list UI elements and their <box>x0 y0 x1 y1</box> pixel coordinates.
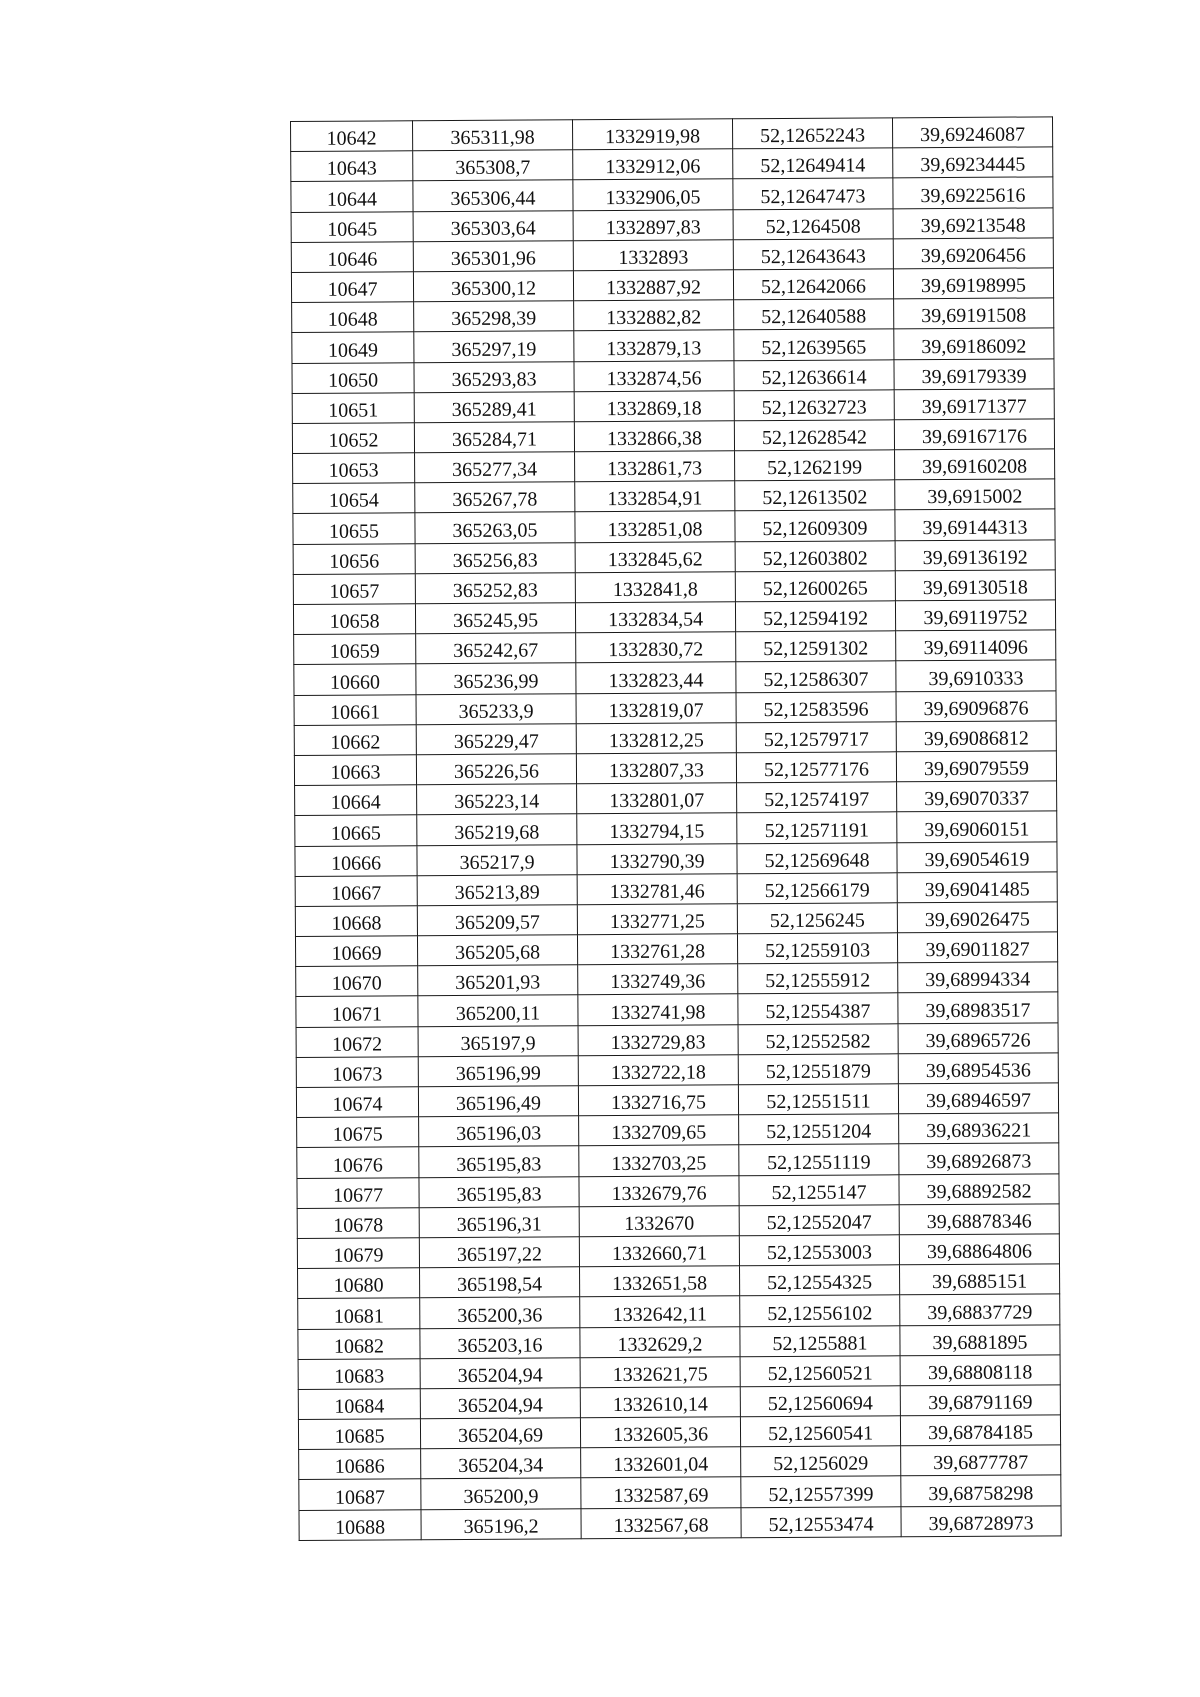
longitude-cell: 39,69060151 <box>897 811 1057 842</box>
point-number-cell: 10683 <box>298 1358 420 1389</box>
y-coordinate-cell: 1332605,36 <box>580 1417 740 1448</box>
y-coordinate-cell: 1332801,07 <box>577 783 737 814</box>
table-row <box>298 1355 1060 1390</box>
x-coordinate-cell: 365203,16 <box>420 1327 580 1358</box>
longitude-cell: 39,68954536 <box>898 1053 1058 1084</box>
x-coordinate-cell: 365300,12 <box>413 271 573 302</box>
x-coordinate-cell: 365226,56 <box>416 754 576 785</box>
y-coordinate-cell: 1332869,18 <box>574 390 734 421</box>
x-coordinate-cell: 365303,64 <box>413 210 573 241</box>
y-coordinate-cell: 1332906,05 <box>573 179 733 210</box>
table-row <box>298 1415 1060 1450</box>
x-coordinate-cell: 365301,96 <box>413 241 573 272</box>
latitude-cell: 52,12642066 <box>733 269 893 300</box>
point-number-cell: 10678 <box>297 1207 419 1238</box>
latitude-cell: 52,12643643 <box>733 239 893 270</box>
table-row <box>298 1385 1060 1420</box>
latitude-cell: 52,12560541 <box>740 1416 900 1447</box>
longitude-cell: 39,6915002 <box>895 479 1055 510</box>
longitude-cell: 39,69225616 <box>893 177 1053 208</box>
latitude-cell: 52,12613502 <box>735 480 895 511</box>
x-coordinate-cell: 365200,11 <box>418 995 578 1026</box>
point-number-cell: 10644 <box>291 181 413 212</box>
y-coordinate-cell: 1332879,13 <box>574 330 734 361</box>
point-number-cell: 10668 <box>295 906 417 937</box>
x-coordinate-cell: 365293,83 <box>414 361 574 392</box>
table-row <box>293 570 1055 605</box>
longitude-cell: 39,68837729 <box>900 1294 1060 1325</box>
latitude-cell: 52,12652243 <box>732 118 892 149</box>
table-row <box>293 449 1055 484</box>
table-row <box>294 721 1056 756</box>
table-row <box>293 600 1055 635</box>
point-number-cell: 10667 <box>295 875 417 906</box>
y-coordinate-cell: 1332807,33 <box>576 753 736 784</box>
x-coordinate-cell: 365205,68 <box>417 935 577 966</box>
table-row <box>297 1204 1059 1239</box>
latitude-cell: 52,12640588 <box>734 299 894 330</box>
latitude-cell: 52,12639565 <box>734 329 894 360</box>
longitude-cell: 39,6877787 <box>901 1445 1061 1476</box>
longitude-cell: 39,69070337 <box>897 781 1057 812</box>
point-number-cell: 10651 <box>292 392 414 423</box>
latitude-cell: 52,12554387 <box>738 993 898 1024</box>
y-coordinate-cell: 1332812,25 <box>576 723 736 754</box>
table-row <box>291 268 1053 303</box>
table-row <box>295 811 1057 846</box>
latitude-cell: 52,12560694 <box>740 1386 900 1417</box>
y-coordinate-cell: 1332722,18 <box>578 1055 738 1086</box>
x-coordinate-cell: 365197,22 <box>419 1237 579 1268</box>
latitude-cell: 52,12559103 <box>737 933 897 964</box>
point-number-cell: 10645 <box>291 211 413 242</box>
table-row <box>291 238 1053 273</box>
table-row <box>297 1143 1059 1178</box>
longitude-cell: 39,68946597 <box>898 1083 1058 1114</box>
y-coordinate-cell: 1332660,71 <box>579 1236 739 1267</box>
table-row <box>291 207 1053 242</box>
latitude-cell: 52,12628542 <box>734 420 894 451</box>
table-row <box>296 962 1058 997</box>
latitude-cell: 52,1256245 <box>737 903 897 934</box>
y-coordinate-cell: 1332834,54 <box>575 602 735 633</box>
longitude-cell: 39,69011827 <box>897 932 1057 963</box>
point-number-cell: 10653 <box>293 453 415 484</box>
longitude-cell: 39,68784185 <box>900 1415 1060 1446</box>
longitude-cell: 39,69234445 <box>893 147 1053 178</box>
x-coordinate-cell: 365242,67 <box>416 633 576 664</box>
longitude-cell: 39,68926873 <box>899 1143 1059 1174</box>
point-number-cell: 10652 <box>292 423 414 454</box>
y-coordinate-cell: 1332651,58 <box>580 1266 740 1297</box>
x-coordinate-cell: 365311,98 <box>413 120 573 151</box>
coordinates-table <box>290 116 1062 1540</box>
longitude-cell: 39,69198995 <box>893 268 1053 299</box>
latitude-cell: 52,12556102 <box>740 1295 900 1326</box>
y-coordinate-cell: 1332729,83 <box>578 1024 738 1055</box>
longitude-cell: 39,6881895 <box>900 1324 1060 1355</box>
table-row <box>292 358 1054 393</box>
table-row <box>298 1264 1060 1299</box>
x-coordinate-cell: 365289,41 <box>414 391 574 422</box>
y-coordinate-cell: 1332819,07 <box>576 692 736 723</box>
latitude-cell: 52,12566179 <box>737 872 897 903</box>
y-coordinate-cell: 1332845,62 <box>575 541 735 572</box>
table-row <box>293 539 1055 574</box>
y-coordinate-cell: 1332887,92 <box>573 270 733 301</box>
point-number-cell: 10661 <box>294 694 416 725</box>
longitude-cell: 39,69213548 <box>893 207 1053 238</box>
table-row <box>293 479 1055 514</box>
x-coordinate-cell: 365198,54 <box>420 1267 580 1298</box>
latitude-cell: 52,12603802 <box>735 540 895 571</box>
point-number-cell: 10646 <box>291 241 413 272</box>
point-number-cell: 10672 <box>296 1026 418 1057</box>
x-coordinate-cell: 365196,31 <box>419 1207 579 1238</box>
x-coordinate-cell: 365297,19 <box>414 331 574 362</box>
longitude-cell: 39,68728973 <box>901 1505 1061 1536</box>
point-number-cell: 10686 <box>299 1449 421 1480</box>
latitude-cell: 52,12574197 <box>737 782 897 813</box>
x-coordinate-cell: 365308,7 <box>413 150 573 181</box>
x-coordinate-cell: 365200,9 <box>421 1478 581 1509</box>
longitude-cell: 39,69144313 <box>895 509 1055 540</box>
latitude-cell: 52,12551119 <box>739 1144 899 1175</box>
latitude-cell: 52,12577176 <box>736 752 896 783</box>
point-number-cell: 10676 <box>297 1147 419 1178</box>
y-coordinate-cell: 1332610,14 <box>580 1387 740 1418</box>
x-coordinate-cell: 365196,03 <box>419 1116 579 1147</box>
x-coordinate-cell: 365213,89 <box>417 874 577 905</box>
longitude-cell: 39,69119752 <box>895 600 1055 631</box>
y-coordinate-cell: 1332919,98 <box>572 119 732 150</box>
latitude-cell: 52,12571191 <box>737 812 897 843</box>
longitude-cell: 39,68791169 <box>900 1385 1060 1416</box>
y-coordinate-cell: 1332709,65 <box>579 1115 739 1146</box>
table-row <box>292 328 1054 363</box>
x-coordinate-cell: 365236,99 <box>416 663 576 694</box>
table-row <box>293 509 1055 544</box>
latitude-cell: 52,12649414 <box>733 148 893 179</box>
y-coordinate-cell: 1332830,72 <box>576 632 736 663</box>
x-coordinate-cell: 365196,49 <box>418 1086 578 1117</box>
table-row <box>295 841 1057 876</box>
point-number-cell: 10665 <box>295 815 417 846</box>
point-number-cell: 10677 <box>297 1177 419 1208</box>
latitude-cell: 52,12609309 <box>735 510 895 541</box>
point-number-cell: 10664 <box>295 785 417 816</box>
longitude-cell: 39,6910333 <box>896 660 1056 691</box>
point-number-cell: 10684 <box>298 1389 420 1420</box>
longitude-cell: 39,69026475 <box>897 902 1057 933</box>
y-coordinate-cell: 1332567,68 <box>581 1507 741 1538</box>
y-coordinate-cell: 1332679,76 <box>579 1175 739 1206</box>
point-number-cell: 10679 <box>297 1238 419 1269</box>
x-coordinate-cell: 365277,34 <box>415 452 575 483</box>
x-coordinate-cell: 365200,36 <box>420 1297 580 1328</box>
longitude-cell: 39,68808118 <box>900 1355 1060 1386</box>
longitude-cell: 39,69206456 <box>893 238 1053 269</box>
longitude-cell: 39,69179339 <box>894 358 1054 389</box>
table-row <box>295 781 1057 816</box>
latitude-cell: 52,1256029 <box>741 1446 901 1477</box>
point-number-cell: 10681 <box>298 1298 420 1329</box>
point-number-cell: 10662 <box>294 724 416 755</box>
point-number-cell: 10648 <box>292 302 414 333</box>
y-coordinate-cell: 1332621,75 <box>580 1356 740 1387</box>
point-number-cell: 10688 <box>299 1509 421 1540</box>
latitude-cell: 52,12551511 <box>738 1084 898 1115</box>
longitude-cell: 39,68983517 <box>898 992 1058 1023</box>
coordinates-table-body <box>291 117 1062 1540</box>
y-coordinate-cell: 1332790,39 <box>577 843 737 874</box>
y-coordinate-cell: 1332874,56 <box>574 360 734 391</box>
x-coordinate-cell: 365195,83 <box>419 1176 579 1207</box>
point-number-cell: 10670 <box>296 966 418 997</box>
longitude-cell: 39,69130518 <box>895 570 1055 601</box>
y-coordinate-cell: 1332781,46 <box>577 873 737 904</box>
x-coordinate-cell: 365252,83 <box>415 573 575 604</box>
x-coordinate-cell: 365217,9 <box>417 844 577 875</box>
point-number-cell: 10675 <box>297 1117 419 1148</box>
longitude-cell: 39,68936221 <box>899 1113 1059 1144</box>
point-number-cell: 10685 <box>298 1419 420 1450</box>
x-coordinate-cell: 365201,93 <box>418 965 578 996</box>
x-coordinate-cell: 365298,39 <box>414 301 574 332</box>
latitude-cell: 52,12554325 <box>740 1265 900 1296</box>
table-row <box>299 1445 1061 1480</box>
x-coordinate-cell: 365196,2 <box>421 1508 581 1539</box>
point-number-cell: 10674 <box>296 1087 418 1118</box>
longitude-cell: 39,69136192 <box>895 539 1055 570</box>
x-coordinate-cell: 365263,05 <box>415 512 575 543</box>
x-coordinate-cell: 365256,83 <box>415 542 575 573</box>
latitude-cell: 52,12560521 <box>740 1355 900 1386</box>
y-coordinate-cell: 1332670 <box>579 1206 739 1237</box>
table-row <box>292 298 1054 333</box>
point-number-cell: 10654 <box>293 483 415 514</box>
x-coordinate-cell: 365204,94 <box>420 1357 580 1388</box>
point-number-cell: 10642 <box>291 121 413 152</box>
longitude-cell: 39,68758298 <box>901 1475 1061 1506</box>
y-coordinate-cell: 1332771,25 <box>577 904 737 935</box>
y-coordinate-cell: 1332761,28 <box>577 934 737 965</box>
longitude-cell: 39,68878346 <box>899 1204 1059 1235</box>
longitude-cell: 39,68892582 <box>899 1173 1059 1204</box>
point-number-cell: 10666 <box>295 845 417 876</box>
y-coordinate-cell: 1332601,04 <box>581 1447 741 1478</box>
y-coordinate-cell: 1332882,82 <box>574 300 734 331</box>
x-coordinate-cell: 365204,94 <box>420 1388 580 1419</box>
table-row <box>299 1505 1061 1540</box>
point-number-cell: 10660 <box>294 664 416 695</box>
y-coordinate-cell: 1332897,83 <box>573 209 733 240</box>
table-row <box>291 177 1053 212</box>
point-number-cell: 10673 <box>296 1057 418 1088</box>
point-number-cell: 10682 <box>298 1328 420 1359</box>
table-row <box>296 1022 1058 1057</box>
x-coordinate-cell: 365233,9 <box>416 693 576 724</box>
table-row <box>291 147 1053 182</box>
longitude-cell: 39,68864806 <box>899 1234 1059 1265</box>
latitude-cell: 52,12594192 <box>735 601 895 632</box>
x-coordinate-cell: 365197,9 <box>418 1025 578 1056</box>
point-number-cell: 10663 <box>294 755 416 786</box>
longitude-cell: 39,69096876 <box>896 690 1056 721</box>
y-coordinate-cell: 1332823,44 <box>576 662 736 693</box>
table-row <box>297 1113 1059 1148</box>
y-coordinate-cell: 1332854,91 <box>575 481 735 512</box>
latitude-cell: 52,12555912 <box>738 963 898 994</box>
table-row <box>296 1053 1058 1088</box>
table-row <box>292 389 1054 424</box>
latitude-cell: 52,12552582 <box>738 1023 898 1054</box>
latitude-cell: 52,1264508 <box>733 208 893 239</box>
table-row <box>294 751 1056 786</box>
y-coordinate-cell: 1332703,25 <box>579 1145 739 1176</box>
table-row <box>295 932 1057 967</box>
x-coordinate-cell: 365219,68 <box>417 814 577 845</box>
x-coordinate-cell: 365195,83 <box>419 1146 579 1177</box>
latitude-cell: 52,12553474 <box>741 1506 901 1537</box>
y-coordinate-cell: 1332893 <box>573 240 733 271</box>
table-row <box>291 117 1053 152</box>
longitude-cell: 39,69160208 <box>895 449 1055 480</box>
y-coordinate-cell: 1332851,08 <box>575 511 735 542</box>
point-number-cell: 10680 <box>298 1268 420 1299</box>
table-row <box>292 419 1054 454</box>
table-row <box>296 1083 1058 1118</box>
point-number-cell: 10647 <box>291 272 413 303</box>
longitude-cell: 39,69079559 <box>896 751 1056 782</box>
longitude-cell: 39,69186092 <box>894 328 1054 359</box>
table-row <box>298 1294 1060 1329</box>
latitude-cell: 52,12557399 <box>741 1476 901 1507</box>
latitude-cell: 52,1262199 <box>735 450 895 481</box>
table-row <box>294 630 1056 665</box>
y-coordinate-cell: 1332866,38 <box>574 421 734 452</box>
table-row <box>299 1475 1061 1510</box>
latitude-cell: 52,12586307 <box>736 661 896 692</box>
latitude-cell: 52,12551204 <box>739 1114 899 1145</box>
longitude-cell: 39,68965726 <box>898 1022 1058 1053</box>
latitude-cell: 52,12553003 <box>739 1235 899 1266</box>
table-row <box>298 1324 1060 1359</box>
longitude-cell: 39,69171377 <box>894 389 1054 420</box>
table-row <box>294 690 1056 725</box>
table-row <box>295 902 1057 937</box>
longitude-cell: 39,69167176 <box>894 419 1054 450</box>
latitude-cell: 52,1255881 <box>740 1325 900 1356</box>
table-row <box>295 872 1057 907</box>
point-number-cell: 10659 <box>294 634 416 665</box>
x-coordinate-cell: 365245,95 <box>415 603 575 634</box>
latitude-cell: 52,12636614 <box>734 359 894 390</box>
latitude-cell: 52,12647473 <box>733 178 893 209</box>
x-coordinate-cell: 365204,34 <box>421 1448 581 1479</box>
y-coordinate-cell: 1332587,69 <box>581 1477 741 1508</box>
point-number-cell: 10650 <box>292 362 414 393</box>
x-coordinate-cell: 365306,44 <box>413 180 573 211</box>
longitude-cell: 39,69041485 <box>897 872 1057 903</box>
x-coordinate-cell: 365209,57 <box>417 905 577 936</box>
latitude-cell: 52,12600265 <box>735 571 895 602</box>
longitude-cell: 39,69054619 <box>897 841 1057 872</box>
y-coordinate-cell: 1332749,36 <box>578 964 738 995</box>
point-number-cell: 10656 <box>293 543 415 574</box>
point-number-cell: 10643 <box>291 151 413 182</box>
latitude-cell: 52,12552047 <box>739 1205 899 1236</box>
y-coordinate-cell: 1332642,11 <box>580 1296 740 1327</box>
y-coordinate-cell: 1332841,8 <box>575 572 735 603</box>
table-row <box>296 992 1058 1027</box>
longitude-cell: 39,69114096 <box>896 630 1056 661</box>
longitude-cell: 39,69191508 <box>894 298 1054 329</box>
point-number-cell: 10669 <box>295 936 417 967</box>
y-coordinate-cell: 1332794,15 <box>577 813 737 844</box>
x-coordinate-cell: 365284,71 <box>414 422 574 453</box>
latitude-cell: 52,1255147 <box>739 1174 899 1205</box>
x-coordinate-cell: 365204,69 <box>420 1418 580 1449</box>
y-coordinate-cell: 1332861,73 <box>575 451 735 482</box>
y-coordinate-cell: 1332741,98 <box>578 994 738 1025</box>
x-coordinate-cell: 365229,47 <box>416 724 576 755</box>
x-coordinate-cell: 365196,99 <box>418 1056 578 1087</box>
x-coordinate-cell: 365267,78 <box>415 482 575 513</box>
latitude-cell: 52,12591302 <box>736 631 896 662</box>
point-number-cell: 10657 <box>293 574 415 605</box>
longitude-cell: 39,69086812 <box>896 721 1056 752</box>
y-coordinate-cell: 1332912,06 <box>573 149 733 180</box>
latitude-cell: 52,12569648 <box>737 842 897 873</box>
point-number-cell: 10671 <box>296 996 418 1027</box>
latitude-cell: 52,12632723 <box>734 390 894 421</box>
table-row <box>294 660 1056 695</box>
latitude-cell: 52,12579717 <box>736 722 896 753</box>
longitude-cell: 39,6885151 <box>899 1264 1059 1295</box>
y-coordinate-cell: 1332716,75 <box>578 1085 738 1116</box>
point-number-cell: 10687 <box>299 1479 421 1510</box>
point-number-cell: 10655 <box>293 513 415 544</box>
table-row <box>297 1173 1059 1208</box>
latitude-cell: 52,12551879 <box>738 1054 898 1085</box>
point-number-cell: 10649 <box>292 332 414 363</box>
y-coordinate-cell: 1332629,2 <box>580 1326 740 1357</box>
longitude-cell: 39,68994334 <box>898 962 1058 993</box>
x-coordinate-cell: 365223,14 <box>417 784 577 815</box>
point-number-cell: 10658 <box>293 604 415 635</box>
table-row <box>297 1234 1059 1269</box>
longitude-cell: 39,69246087 <box>892 117 1052 148</box>
latitude-cell: 52,12583596 <box>736 691 896 722</box>
